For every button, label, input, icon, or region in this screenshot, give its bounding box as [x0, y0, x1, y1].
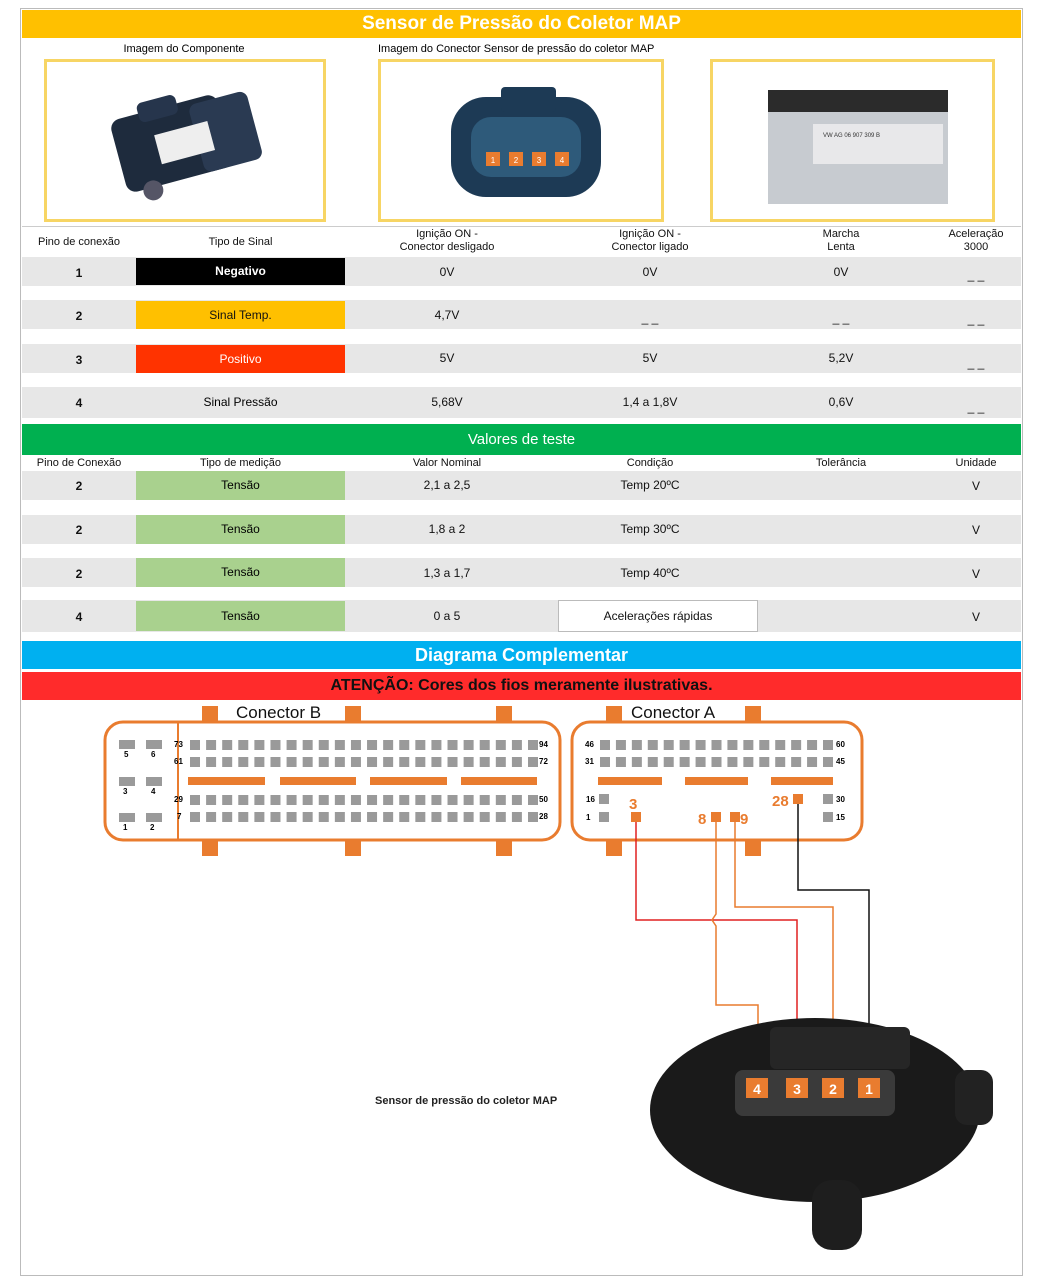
pin-num: 1 — [586, 813, 591, 822]
connector-pin — [648, 757, 658, 767]
connector-pin — [190, 757, 200, 767]
signal-type-temp: Sinal Temp. — [136, 301, 345, 329]
connector-pin — [415, 740, 425, 750]
connector-image — [378, 59, 664, 222]
connector-pin — [448, 757, 458, 767]
signal-ign-on: 1,4 a 1,8V — [622, 395, 678, 409]
sensor-label: Sensor de pressão do coletor MAP — [375, 1095, 558, 1107]
connector-pin — [351, 757, 361, 767]
connector-pin — [512, 740, 522, 750]
pin-num: 4 — [151, 787, 156, 796]
connector-pin — [319, 740, 329, 750]
connector-pin — [528, 740, 538, 750]
sensor-pin-label: 1 — [865, 1081, 873, 1097]
pin-num: 5 — [124, 750, 129, 759]
ecu-photo-icon — [713, 62, 992, 219]
connector-pin — [383, 812, 393, 822]
pin-num: 28 — [539, 812, 548, 821]
signal-type-negativo: Negativo — [136, 258, 345, 285]
connector-pin — [632, 757, 642, 767]
signal-ign-off: 4,7V — [434, 308, 460, 322]
test-type: Tensão — [136, 515, 345, 544]
connector-pin — [222, 740, 232, 750]
connector-pin — [287, 740, 297, 750]
conn-pin-label: 1 — [490, 156, 496, 165]
connector-pin — [238, 812, 248, 822]
connector-pin — [464, 740, 474, 750]
component-image-caption: Imagem do Componente — [123, 43, 245, 55]
test-condition-box: Acelerações rápidas — [558, 600, 758, 632]
connector-pin — [696, 740, 706, 750]
connector-pin — [512, 812, 522, 822]
ecu-label: VW AG 06 907 309 B — [823, 133, 881, 139]
connector-pin — [480, 757, 490, 767]
connector-pin — [680, 740, 690, 750]
connector-pin — [480, 795, 490, 805]
component-image — [44, 59, 326, 222]
test-nominal: 1,3 a 1,7 — [423, 566, 471, 580]
test-type: Tensão — [136, 471, 345, 500]
pin-num: 61 — [174, 757, 183, 766]
connector-pin — [254, 757, 264, 767]
connector-pin — [496, 740, 506, 750]
connector-pin — [616, 740, 626, 750]
connector-pin — [303, 757, 313, 767]
connector-pin — [727, 740, 737, 750]
connector-pin — [367, 757, 377, 767]
connector-pin — [335, 740, 345, 750]
connector-pin — [480, 812, 490, 822]
connector-pin — [238, 740, 248, 750]
connector-pin — [399, 812, 409, 822]
connector-pin — [448, 795, 458, 805]
connector-pin — [367, 812, 377, 822]
connector-pin — [254, 740, 264, 750]
connector-pin — [431, 795, 441, 805]
test-header-type: Tipo de medição — [200, 457, 281, 469]
pin-num: 3 — [123, 787, 128, 796]
signal-ign-off: 0V — [439, 265, 455, 279]
connector-pin — [238, 757, 248, 767]
pin-num: 73 — [174, 740, 183, 749]
ecu-pin-28-label: 28 — [772, 793, 789, 810]
connector-pin — [664, 740, 674, 750]
pin-num: 60 — [836, 740, 845, 749]
test-type: Tensão — [136, 601, 345, 631]
connector-pin — [383, 740, 393, 750]
connector-pin — [480, 740, 490, 750]
connector-pin — [319, 757, 329, 767]
connector-pin — [319, 795, 329, 805]
connector-pin — [431, 757, 441, 767]
connector-pin — [351, 795, 361, 805]
signal-ign-on: 5V — [642, 351, 658, 365]
connector-pin — [238, 795, 248, 805]
sensor-pin-label: 3 — [793, 1081, 801, 1097]
signal-ign-on: 0V — [642, 265, 658, 279]
connector-pin — [791, 757, 801, 767]
connector-pin — [823, 757, 833, 767]
connector-pin — [648, 740, 658, 750]
signal-type-positivo: Positivo — [136, 345, 345, 373]
test-condition: Temp 40ºC — [620, 566, 680, 580]
signal-idle: _ _ — [832, 311, 850, 325]
connector-pin — [270, 757, 280, 767]
test-pin: 2 — [75, 479, 83, 493]
ecu-image — [710, 59, 995, 222]
connector-pin — [712, 757, 722, 767]
signal-pin: 2 — [75, 309, 83, 323]
warning-banner: ATENÇÃO: Cores dos fios meramente ilustrativas. — [22, 672, 1021, 700]
conn-pin-label: 3 — [536, 156, 542, 165]
signal-accel: _ _ — [967, 312, 985, 326]
connector-pin — [206, 795, 216, 805]
wiring-diagram — [0, 700, 1041, 1270]
test-header-nominal: Valor Nominal — [412, 457, 482, 469]
pin-num: 16 — [586, 795, 595, 804]
signal-ign-on: _ _ — [641, 311, 659, 325]
test-pin: 2 — [75, 523, 83, 537]
connector-pin — [727, 757, 737, 767]
test-nominal: 0 a 5 — [433, 609, 461, 623]
connector-pin — [616, 757, 626, 767]
connector-pin — [512, 795, 522, 805]
connector-pin — [190, 740, 200, 750]
sensor-pin-label: 2 — [829, 1081, 837, 1097]
sensor-pin-label: 4 — [753, 1081, 761, 1097]
connector-pin — [206, 757, 216, 767]
connector-b-label: Conector B — [236, 703, 322, 722]
signal-ign-off: 5V — [439, 351, 455, 365]
pin-num: 46 — [585, 740, 594, 749]
signal-ign-off: 5,68V — [431, 395, 463, 409]
connector-pin — [206, 740, 216, 750]
pin-num: 1 — [123, 823, 128, 832]
header-accel: Aceleração 3000 — [948, 228, 1004, 253]
map-sensor-photo-icon — [47, 62, 323, 219]
connector-pin — [775, 757, 785, 767]
pin-num: 30 — [836, 795, 845, 804]
test-header-condition: Condição — [626, 457, 674, 469]
connector-pin — [464, 757, 474, 767]
page-title: Sensor de Pressão do Coletor MAP — [22, 10, 1021, 38]
ecu-pin-9-label: 9 — [740, 811, 749, 828]
signal-idle: 0V — [833, 265, 849, 279]
header-ign-on: Ignição ON - Conector ligado — [611, 228, 689, 253]
test-pin: 2 — [75, 567, 83, 581]
connector-pin — [759, 740, 769, 750]
pin-num: 2 — [150, 823, 155, 832]
signal-accel: _ _ — [967, 400, 985, 414]
connector-pin — [712, 740, 722, 750]
connector-pin — [222, 757, 232, 767]
connector-photo-icon — [381, 62, 661, 219]
connector-pin — [528, 757, 538, 767]
connector-pin — [367, 795, 377, 805]
connector-pin — [335, 812, 345, 822]
conn-pin-label: 4 — [559, 156, 565, 165]
connector-pin — [335, 795, 345, 805]
test-condition: Temp 20ºC — [620, 478, 680, 492]
connector-pin — [496, 795, 506, 805]
pin-num: 29 — [174, 795, 183, 804]
connector-pin — [399, 740, 409, 750]
connector-pin — [664, 757, 674, 767]
connector-image-caption: Imagem do Conector Sensor de pressão do coletor MAP — [378, 43, 655, 55]
pin-num: 7 — [177, 812, 182, 821]
pin-num: 31 — [585, 757, 594, 766]
signal-idle: 5,2V — [828, 351, 854, 365]
ecu-pin-3-label: 3 — [629, 796, 638, 813]
connector-pin — [190, 795, 200, 805]
conn-pin-label: 2 — [513, 156, 519, 165]
connector-pin — [270, 795, 280, 805]
test-type: Tensão — [136, 558, 345, 587]
test-section-title: Valores de teste — [22, 424, 1021, 455]
header-ign-off: Ignição ON - Conector desligado — [399, 228, 495, 253]
pin-num: 50 — [539, 795, 548, 804]
connector-pin — [254, 812, 264, 822]
connector-pin — [743, 740, 753, 750]
connector-pin — [351, 740, 361, 750]
connector-pin — [287, 812, 297, 822]
diagram-title: Diagrama Complementar — [22, 641, 1021, 669]
test-pin: 4 — [75, 610, 83, 624]
test-header-pin: Pino de Conexão — [36, 457, 122, 469]
signal-accel: _ _ — [967, 268, 985, 282]
connector-pin — [823, 740, 833, 750]
connector-pin — [415, 757, 425, 767]
connector-pin — [383, 795, 393, 805]
test-header-unit: Unidade — [955, 457, 997, 469]
connector-pin — [303, 812, 313, 822]
header-pin: Pino de conexão — [38, 236, 120, 248]
test-nominal: 2,1 a 2,5 — [423, 478, 471, 492]
connector-pin — [222, 812, 232, 822]
connector-pin — [696, 757, 706, 767]
pin-num: 45 — [836, 757, 845, 766]
connector-pin — [415, 795, 425, 805]
connector-pin — [496, 812, 506, 822]
connector-pin — [399, 757, 409, 767]
connector-pin — [632, 740, 642, 750]
connector-pin — [303, 795, 313, 805]
signal-pin: 4 — [75, 396, 83, 410]
connector-pin — [431, 812, 441, 822]
connector-pin — [743, 757, 753, 767]
connector-pin — [464, 812, 474, 822]
signal-type-pressao: Sinal Pressão — [203, 395, 278, 409]
connector-pin — [287, 795, 297, 805]
connector-pin — [206, 812, 216, 822]
signal-accel: _ _ — [967, 356, 985, 370]
connector-pin — [600, 757, 610, 767]
test-unit: V — [971, 523, 980, 537]
connector-pin — [448, 812, 458, 822]
connector-pin — [600, 740, 610, 750]
connector-pin — [303, 740, 313, 750]
connector-pin — [270, 740, 280, 750]
connector-pin — [399, 795, 409, 805]
header-idle: Marcha Lenta — [822, 228, 860, 253]
pin-num: 6 — [151, 750, 156, 759]
test-unit: V — [971, 479, 980, 493]
test-header-tolerance: Tolerância — [815, 457, 867, 469]
connector-pin — [464, 795, 474, 805]
connector-pin — [222, 795, 232, 805]
connector-pin — [270, 812, 280, 822]
connector-pin — [351, 812, 361, 822]
connector-pin — [528, 812, 538, 822]
pin-num: 94 — [539, 740, 548, 749]
connector-pin — [775, 740, 785, 750]
signal-pin: 1 — [75, 266, 83, 280]
connector-pin — [415, 812, 425, 822]
connector-pin — [190, 812, 200, 822]
signal-idle: 0,6V — [828, 395, 854, 409]
connector-pin — [319, 812, 329, 822]
connector-pin — [528, 795, 538, 805]
connector-pin — [448, 740, 458, 750]
connector-pin — [254, 795, 264, 805]
connector-pin — [287, 757, 297, 767]
connector-pin — [496, 757, 506, 767]
test-unit: V — [971, 610, 980, 624]
connector-pin — [335, 757, 345, 767]
connector-pin — [807, 757, 817, 767]
connector-a-label: Conector A — [631, 703, 716, 722]
connector-pin — [759, 757, 769, 767]
pin-num: 15 — [836, 813, 845, 822]
connector-pin — [680, 757, 690, 767]
header-signal: Tipo de Sinal — [208, 236, 273, 248]
ecu-pin-8-label: 8 — [698, 811, 707, 828]
test-unit: V — [971, 567, 980, 581]
connector-pin — [431, 740, 441, 750]
connector-pin — [791, 740, 801, 750]
test-condition: Temp 30ºC — [620, 522, 680, 536]
test-nominal: 1,8 a 2 — [428, 522, 466, 536]
connector-pin — [367, 740, 377, 750]
connector-pin — [807, 740, 817, 750]
signal-pin: 3 — [75, 353, 83, 367]
connector-pin — [383, 757, 393, 767]
pin-num: 72 — [539, 757, 548, 766]
connector-pin — [512, 757, 522, 767]
